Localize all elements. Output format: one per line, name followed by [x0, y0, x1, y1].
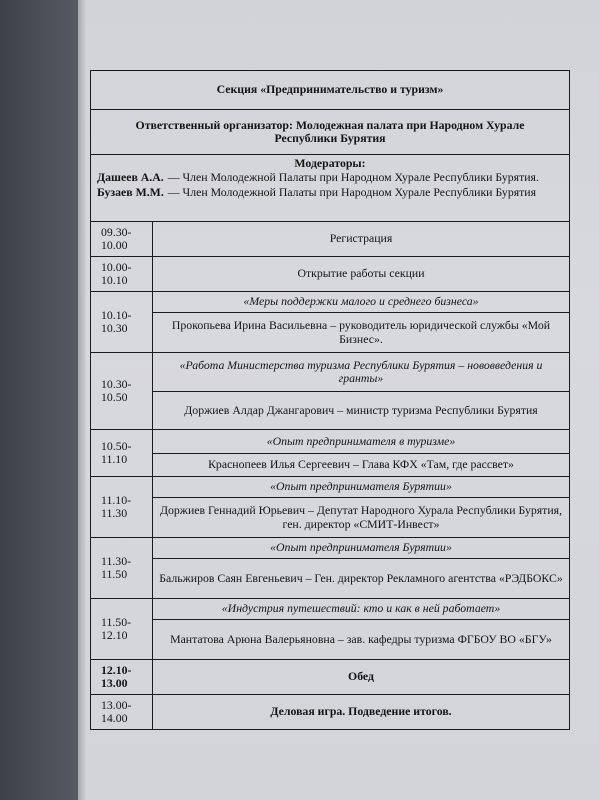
- speaker-info: Мантатова Арюна Валерьяновна – зав. кафедры туризма ФГБОУ ВО «БГУ»: [153, 619, 569, 659]
- organizer-row: [91, 109, 569, 154]
- talk-topic: «Опыт предпринимателя в туризме»: [266, 433, 456, 448]
- time-slot: 13.00- 14.00: [91, 695, 153, 729]
- organizer-text: Ответственный организатор: Молодежная палата при Народном Хурале Республики Бурятия: [135, 117, 525, 145]
- schedule-row: [91, 659, 569, 694]
- moderator-item: [91, 186, 569, 200]
- moderators-row: [91, 154, 569, 221]
- time-slot: 11.30- 11.50: [91, 538, 153, 598]
- speaker-info: Прокопьева Ирина Васильевна – руководитель юридической службы «Мой Бизнес».: [153, 312, 569, 352]
- moderator-desc: — Член Молодежной Палаты при Народном Хурале Республики Бурятия.: [167, 169, 539, 184]
- page-fold-shadow: [78, 0, 86, 800]
- schedule-row: [91, 694, 569, 729]
- moderators-heading: Модераторы:: [294, 156, 366, 170]
- time-slot: 10.30- 10.50: [91, 353, 153, 429]
- speaker-info: Доржиев Алдар Джангарович – министр туризма Республики Бурятия: [153, 391, 569, 429]
- time-slot: 11.10- 11.30: [91, 477, 153, 537]
- schedule-row: [91, 429, 569, 476]
- moderator-item: [91, 171, 569, 185]
- schedule-row: [91, 256, 569, 291]
- schedule-row: [91, 352, 569, 429]
- schedule-row: [91, 598, 569, 659]
- program-table: [90, 70, 570, 730]
- time-slot: 09.30- 10.00: [91, 222, 153, 256]
- talk-topic: «Опыт предпринимателя Бурятии»: [270, 540, 452, 555]
- agenda-item: Регистрация: [329, 231, 393, 246]
- schedule-row: [91, 537, 569, 598]
- section-title: Секция «Предпринимательство и туризм»: [216, 82, 444, 97]
- talk-topic: «Опыт предпринимателя Бурятии»: [270, 479, 452, 494]
- time-slot: 10.50- 11.10: [91, 430, 153, 476]
- speaker-info: Краснопеев Илья Сергеевич – Глава КФХ «Там, где рассвет»: [153, 453, 569, 477]
- moderator-name: Бузаев М.М.: [97, 185, 164, 199]
- time-slot: 11.50- 12.10: [91, 599, 153, 659]
- agenda-item: Открытие работы секции: [297, 266, 425, 281]
- time-slot: 10.10- 10.30: [91, 292, 153, 352]
- agenda-item: Деловая игра. Подведение итогов.: [270, 704, 452, 719]
- schedule-row: [91, 221, 569, 256]
- section-title-row: [91, 71, 569, 109]
- agenda-item: Обед: [348, 669, 374, 684]
- speaker-info: Доржиев Геннадий Юрьевич – Депутат Народного Хурала Республики Бурятия, ген. директор «СМИТ-Инвест»: [153, 497, 569, 537]
- time-slot: 10.00- 10.10: [91, 257, 153, 291]
- talk-topic: «Меры поддержки малого и среднего бизнеса»: [243, 294, 479, 309]
- moderator-name: Дашеев А.А.: [97, 169, 164, 184]
- moderators-block: [91, 155, 569, 221]
- schedule-row: [91, 476, 569, 537]
- time-slot: 12.10- 13.00: [91, 660, 153, 694]
- talk-topic: «Работа Министерства туризма Республики Бурятия – нововведения и гранты»: [179, 357, 543, 385]
- schedule-row: [91, 291, 569, 352]
- moderator-desc: — Член Молодежной Палаты при Народном Хурале Республики Бурятия: [167, 185, 537, 199]
- speaker-info: Бальжиров Саян Евгеньевич – Ген. директор Рекламного агентства «РЭДБОКС»: [153, 558, 569, 598]
- talk-topic: «Индустрия путешествий: кто и как в ней работает»: [221, 601, 501, 616]
